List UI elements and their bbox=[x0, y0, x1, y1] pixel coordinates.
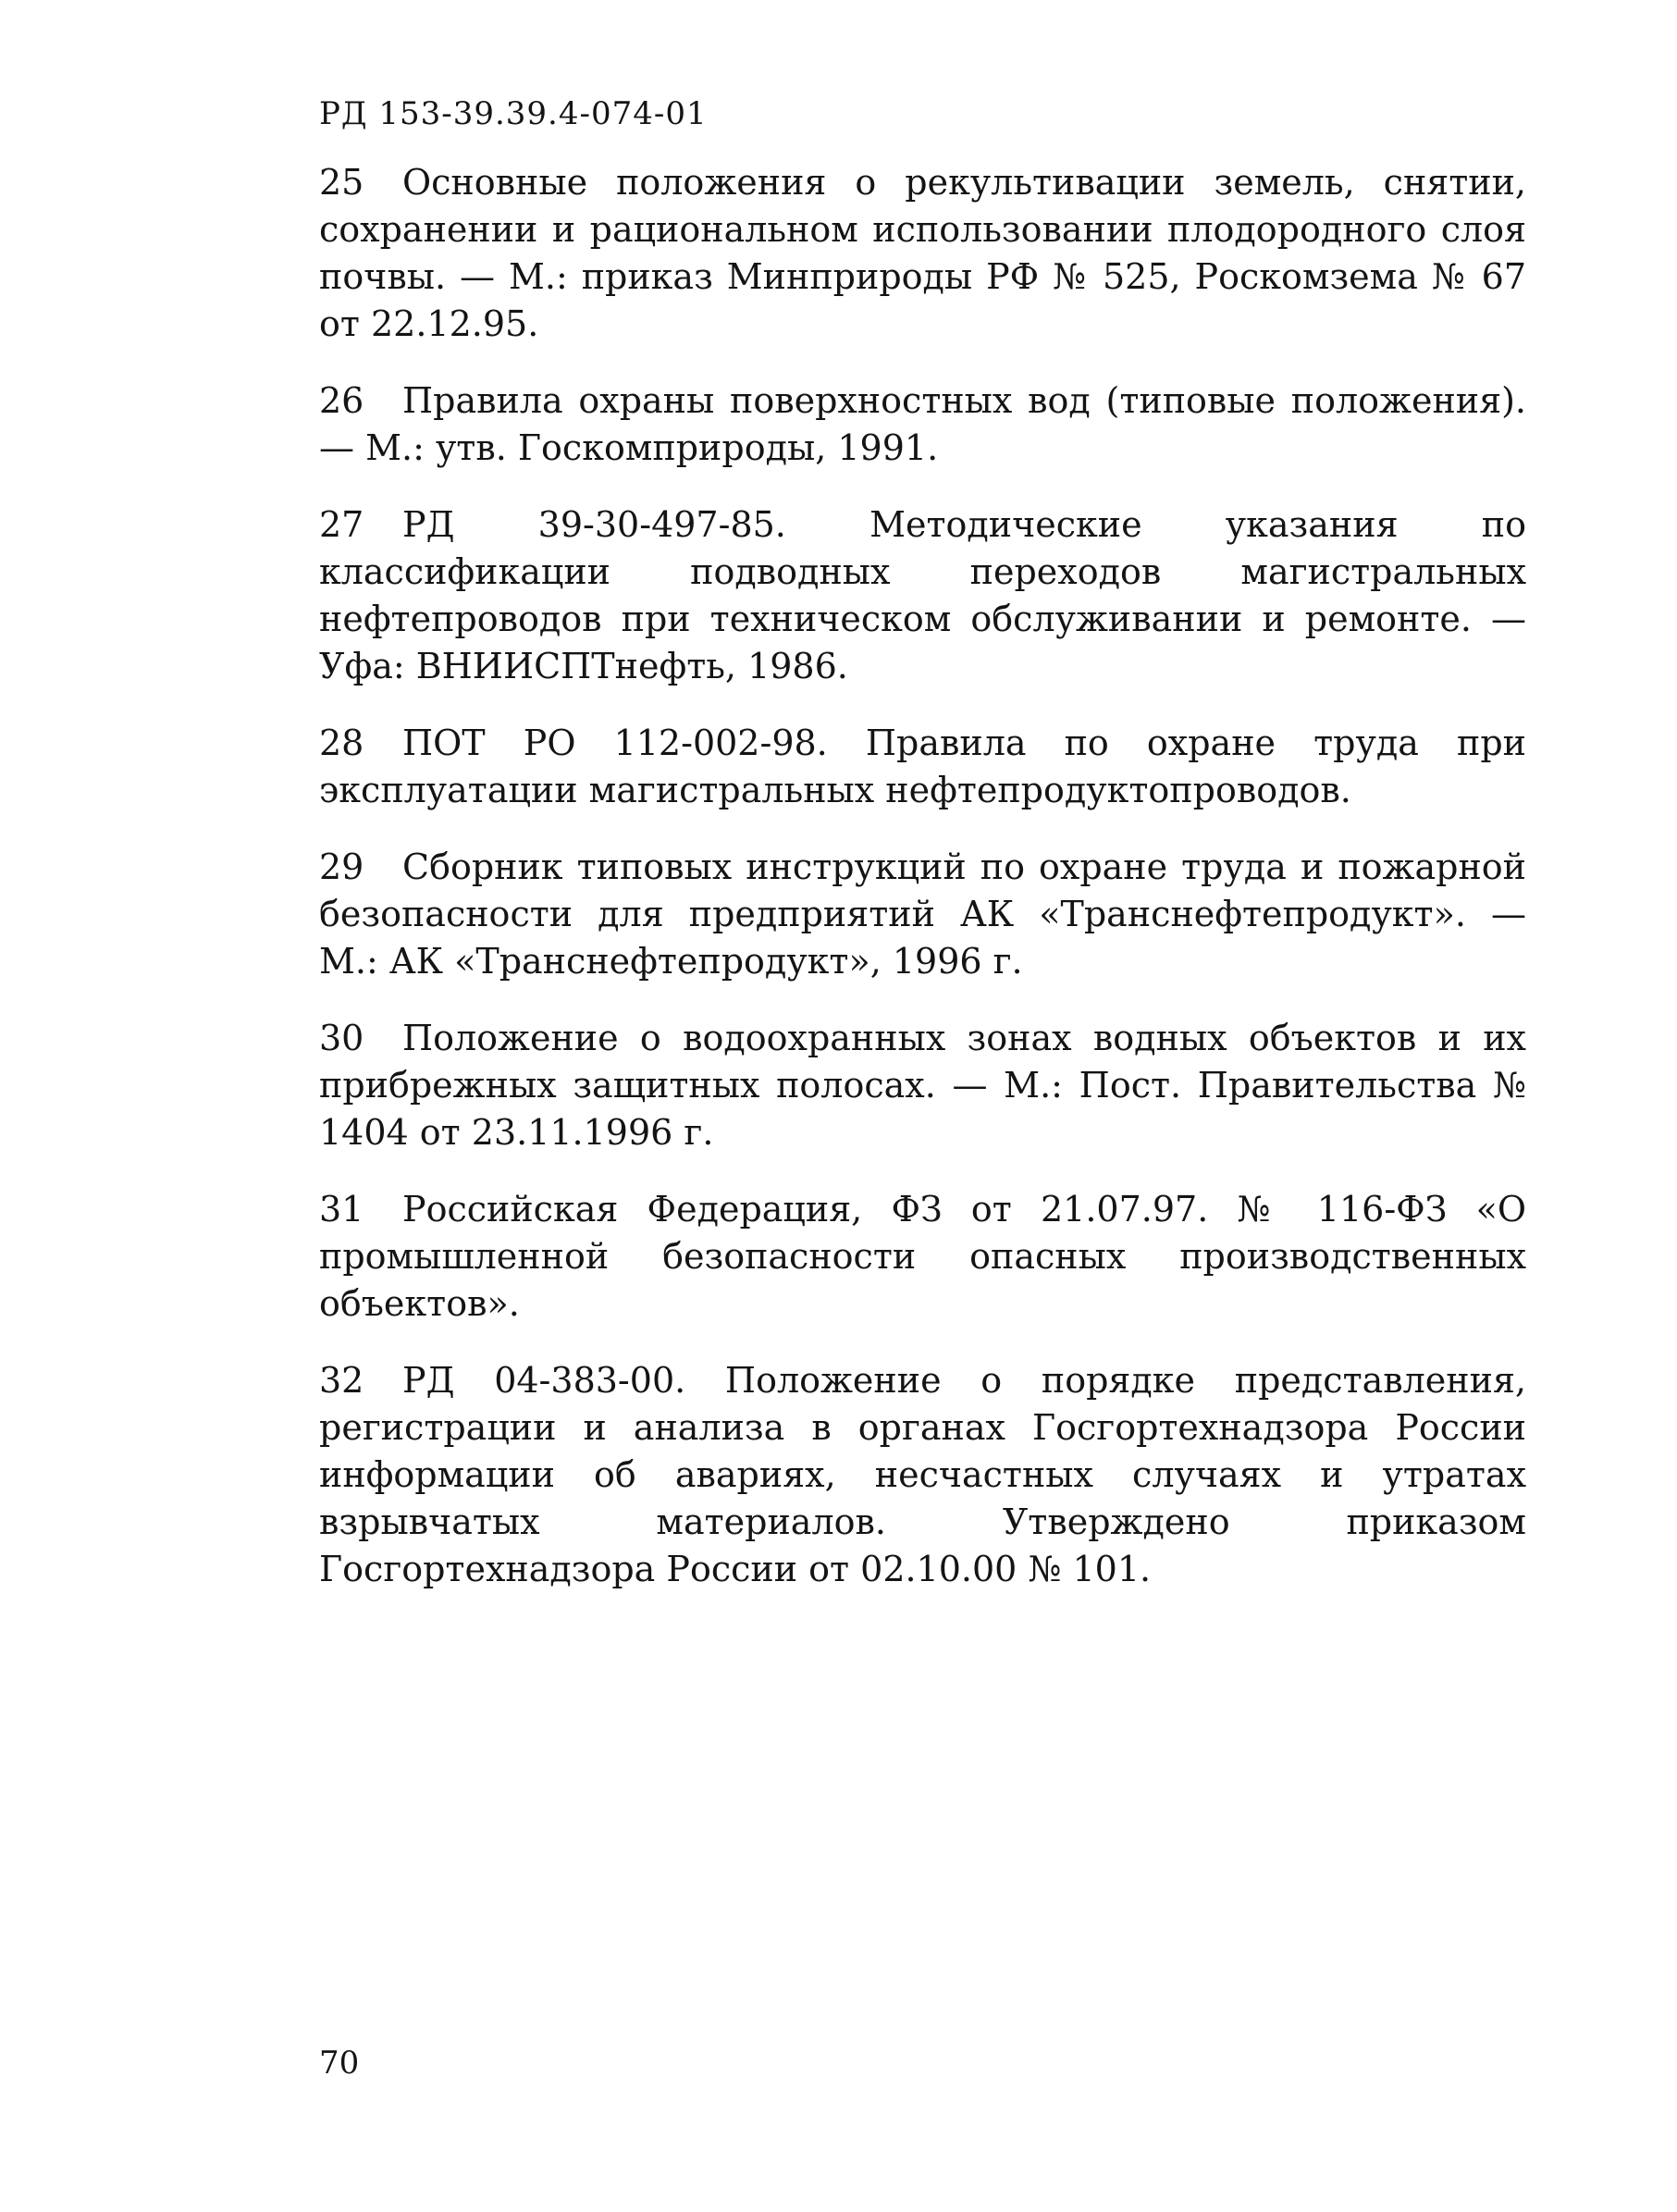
page-number: 70 bbox=[319, 2045, 360, 2082]
reference-list bbox=[319, 159, 1526, 1623]
reference-item-28 bbox=[319, 720, 1526, 814]
reference-item-29 bbox=[319, 844, 1526, 985]
reference-text: Основные положения о рекультивации земель, снятии, сохранении и рациональном использовании плодородного слоя почвы. — М.: приказ Минприроды РФ № 525, Роскомзема № 67 от 22.12.95. bbox=[319, 162, 1526, 344]
reference-text: РД 39-30-497-85. Методические указания по классификации подводных переходов магистральных нефтепроводов при техническом обслуживании и ремонте. — Уфа: ВНИИСПТнефть, 1986. bbox=[319, 504, 1526, 686]
reference-number: 28 bbox=[319, 723, 364, 763]
reference-text: РД 04-383-00. Положение о порядке представления, регистрации и анализа в органах Госгортехнадзора России информации об авариях, несчастных случаях и утратах взрывчатых материалов. Утверждено приказом Госгортехнадзора России от 02.10.00 № 101. bbox=[319, 1360, 1526, 1589]
reference-item-32 bbox=[319, 1357, 1526, 1593]
reference-number: 27 bbox=[319, 504, 364, 545]
reference-number: 32 bbox=[319, 1360, 364, 1401]
reference-number: 29 bbox=[319, 846, 364, 887]
reference-item-25 bbox=[319, 159, 1526, 348]
reference-item-27 bbox=[319, 501, 1526, 690]
reference-number: 25 bbox=[319, 162, 364, 203]
reference-number: 26 bbox=[319, 380, 364, 421]
reference-item-31 bbox=[319, 1186, 1526, 1328]
reference-text: Положение о водоохранных зонах водных объектов и их прибрежных защитных полосах. — М.: Пост. Правительства № 1404 от 23.11.1996 г. bbox=[319, 1018, 1526, 1153]
reference-text: Сборник типовых инструкций по охране труда и пожарной безопасности для предприятий АК «Транснефтепродукт». — М.: АК «Транснефтепродукт», 1996 г. bbox=[319, 846, 1526, 982]
reference-item-30 bbox=[319, 1015, 1526, 1156]
reference-number: 30 bbox=[319, 1018, 364, 1058]
reference-item-26 bbox=[319, 377, 1526, 472]
reference-text: ПОТ РО 112-002-98. Правила по охране труда при эксплуатации магистральных нефтепродуктопроводов. bbox=[319, 723, 1526, 810]
reference-number: 31 bbox=[319, 1189, 364, 1230]
reference-text: Российская Федерация, ФЗ от 21.07.97. № 116-ФЗ «О промышленной безопасности опасных производственных объектов». bbox=[319, 1189, 1526, 1324]
document-code-header: РД 153-39.39.4-074-01 bbox=[319, 95, 708, 132]
reference-text: Правила охраны поверхностных вод (типовые положения). — М.: утв. Госкомприроды, 1991. bbox=[319, 380, 1526, 468]
